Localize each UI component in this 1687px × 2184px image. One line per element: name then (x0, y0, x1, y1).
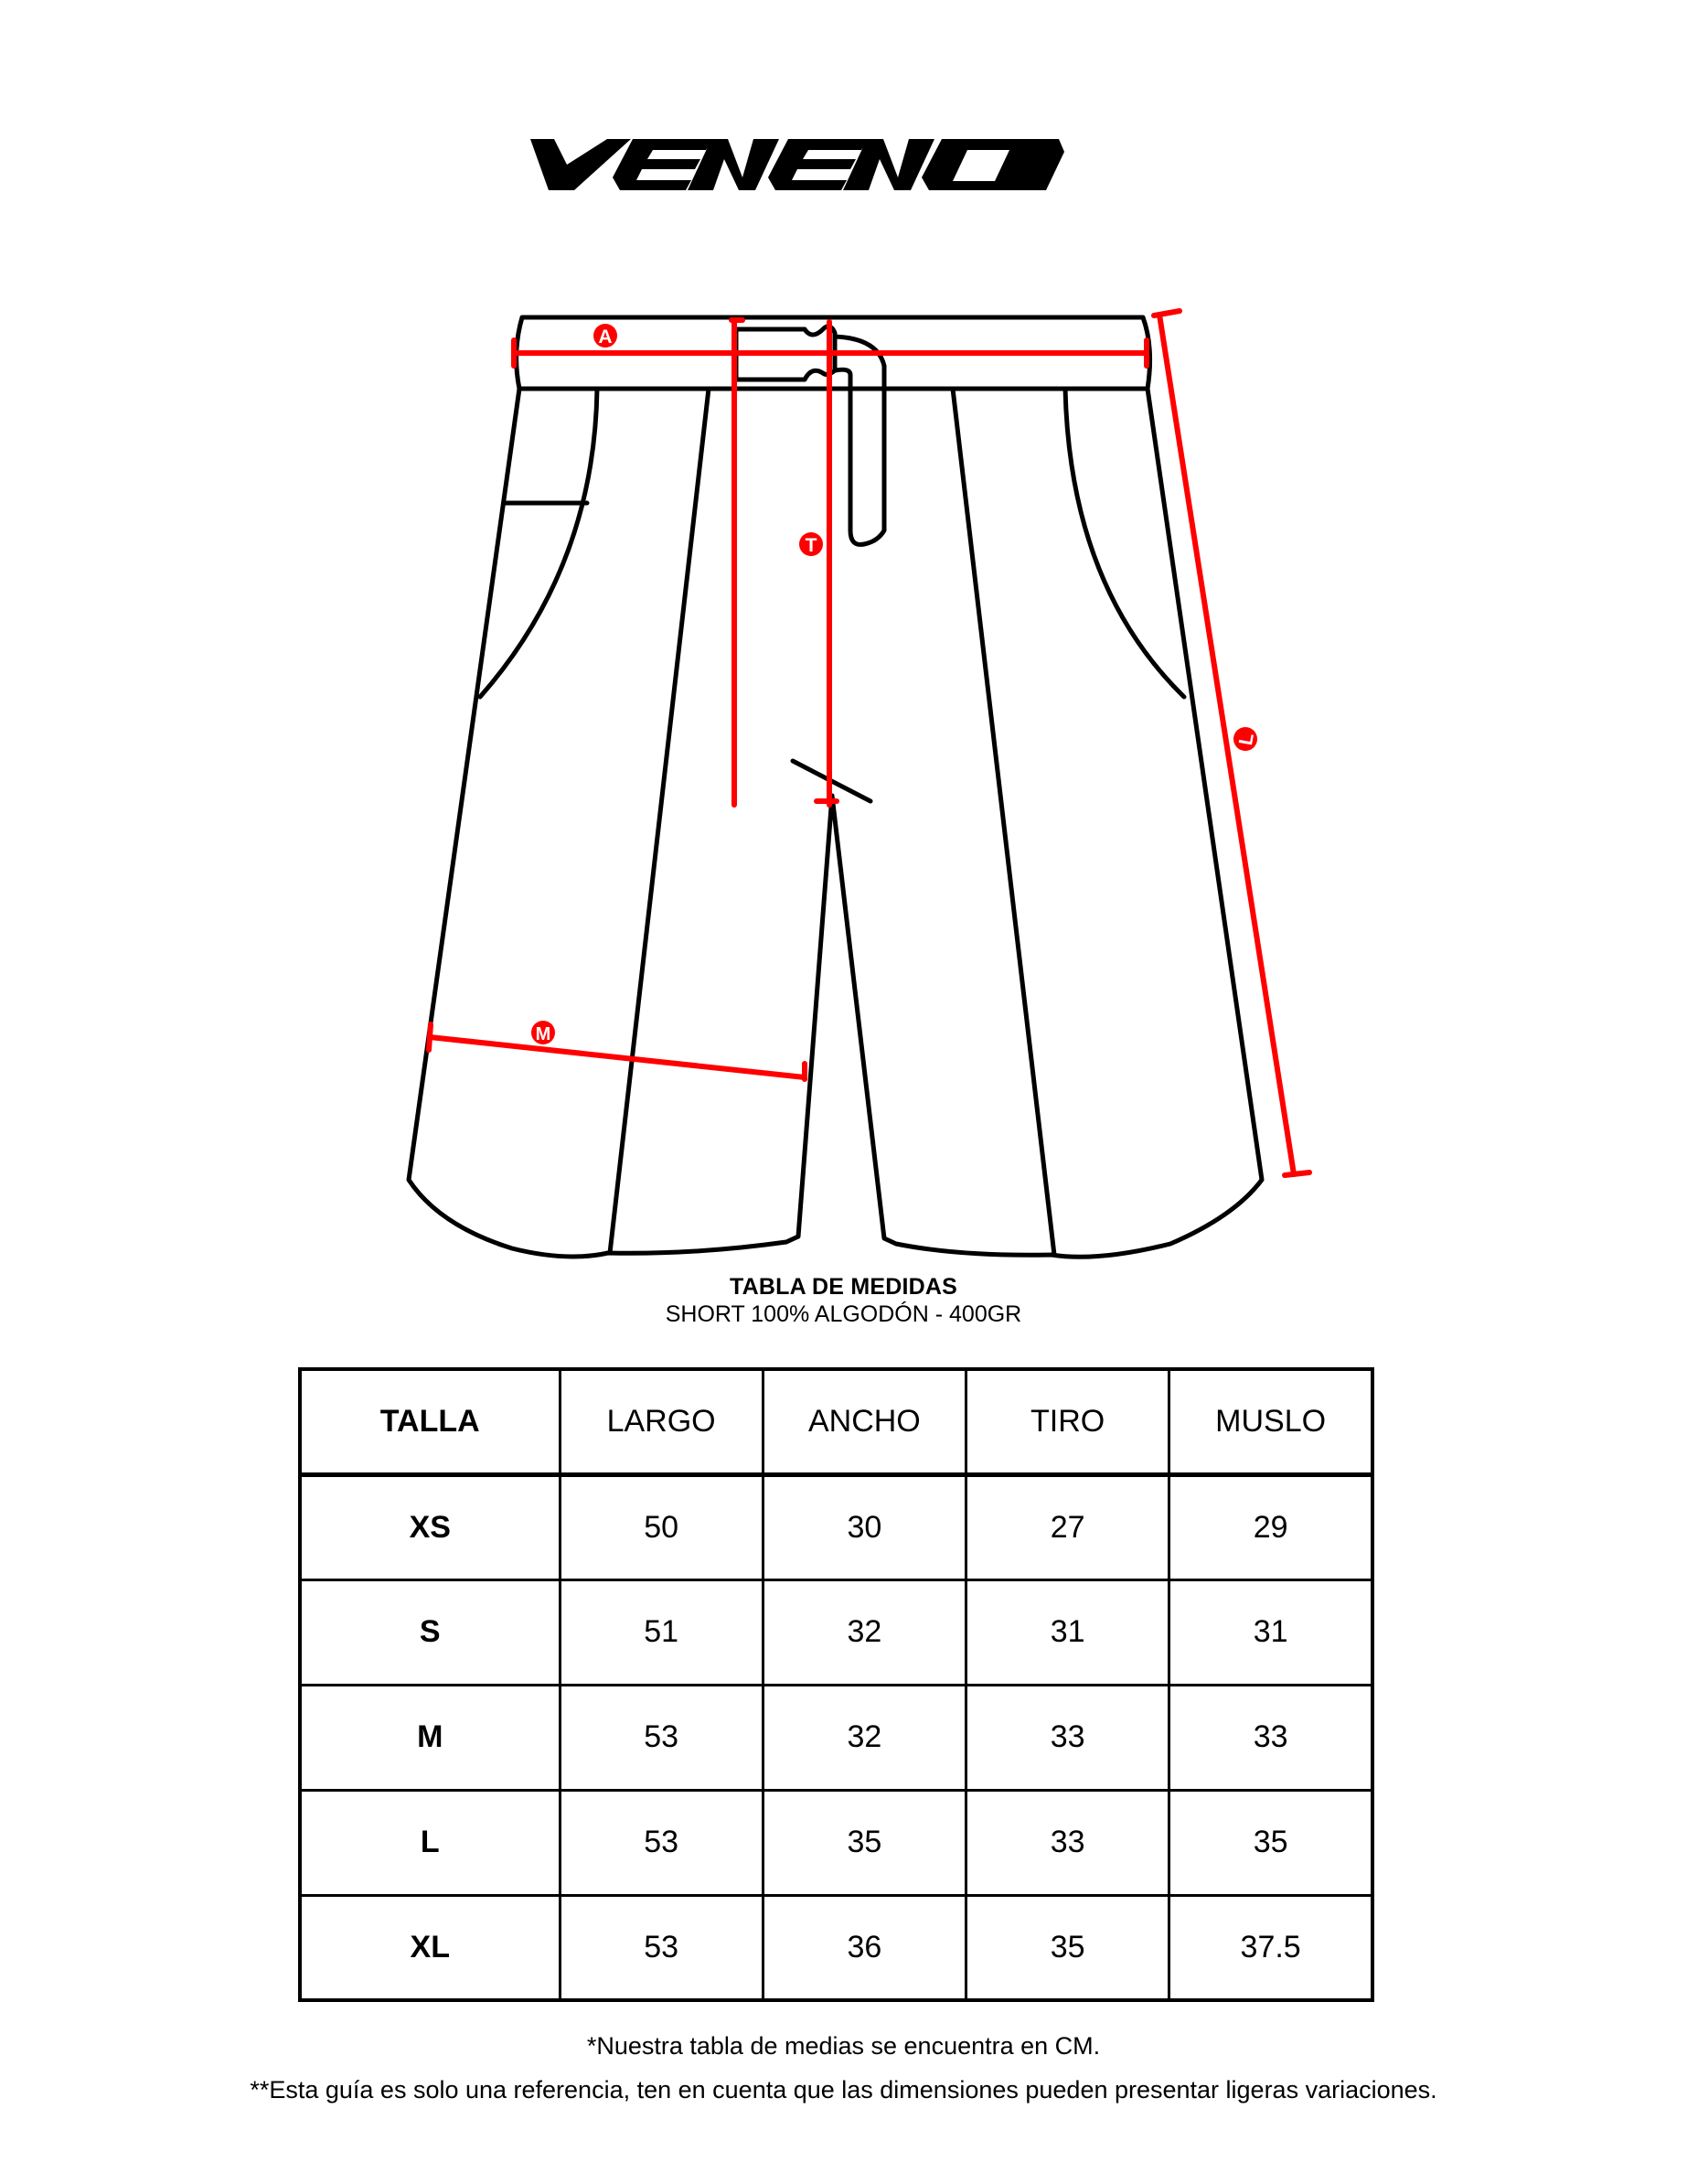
table-row (300, 1895, 1372, 2000)
svg-text:M: M (535, 1024, 551, 1044)
table-heading: TABLA DE MEDIDAS (729, 1274, 958, 1300)
table-row (300, 1474, 1372, 1579)
table-header-row (300, 1369, 1372, 1474)
cell-talla: L (300, 1790, 560, 1895)
cell-muslo: 33 (1169, 1685, 1372, 1790)
svg-text:T: T (805, 535, 817, 556)
size-table (298, 1367, 1374, 2002)
cell-talla: XL (300, 1895, 560, 2000)
header-tiro: TIRO (966, 1369, 1169, 1474)
cell-talla: S (300, 1579, 560, 1685)
cell-largo: 53 (560, 1895, 763, 2000)
cell-tiro: 33 (966, 1790, 1169, 1895)
table-row (300, 1579, 1372, 1685)
cell-muslo: 37.5 (1169, 1895, 1372, 2000)
disclaimer-note: **Esta guía es solo una referencia, ten en cuenta que las dimensiones pueden presentar ligeras variaciones. (250, 2076, 1437, 2104)
table-subheading: SHORT 100% ALGODÓN - 400GR (665, 1301, 1022, 1327)
header-talla: TALLA (300, 1369, 560, 1474)
cell-talla: XS (300, 1474, 560, 1579)
table-title-block (0, 1273, 1687, 1328)
marker-t (799, 532, 823, 556)
cell-ancho: 36 (763, 1895, 966, 2000)
cell-ancho: 30 (763, 1474, 966, 1579)
cell-largo: 53 (560, 1685, 763, 1790)
cell-ancho: 35 (763, 1790, 966, 1895)
header-muslo: MUSLO (1169, 1369, 1372, 1474)
cell-largo: 50 (560, 1474, 763, 1579)
cell-tiro: 33 (966, 1685, 1169, 1790)
cell-largo: 53 (560, 1790, 763, 1895)
cell-ancho: 32 (763, 1579, 966, 1685)
cell-muslo: 29 (1169, 1474, 1372, 1579)
table-row (300, 1685, 1372, 1790)
header-ancho: ANCHO (763, 1369, 966, 1474)
cell-muslo: 35 (1169, 1790, 1372, 1895)
header-largo: LARGO (560, 1369, 763, 1474)
cell-tiro: 35 (966, 1895, 1169, 2000)
svg-text:VENENO: VENENO (530, 137, 535, 138)
table-row (300, 1790, 1372, 1895)
marker-a (593, 324, 617, 348)
cell-ancho: 32 (763, 1685, 966, 1790)
cell-tiro: 31 (966, 1579, 1169, 1685)
svg-text:A: A (598, 327, 613, 348)
marker-m (531, 1021, 555, 1044)
cell-largo: 51 (560, 1579, 763, 1685)
units-note: *Nuestra tabla de medias se encuentra en CM. (586, 2032, 1101, 2060)
marker-l (1233, 727, 1258, 751)
cell-muslo: 31 (1169, 1579, 1372, 1685)
cell-talla: M (300, 1685, 560, 1790)
svg-text:L: L (1235, 731, 1258, 747)
cell-tiro: 27 (966, 1474, 1169, 1579)
